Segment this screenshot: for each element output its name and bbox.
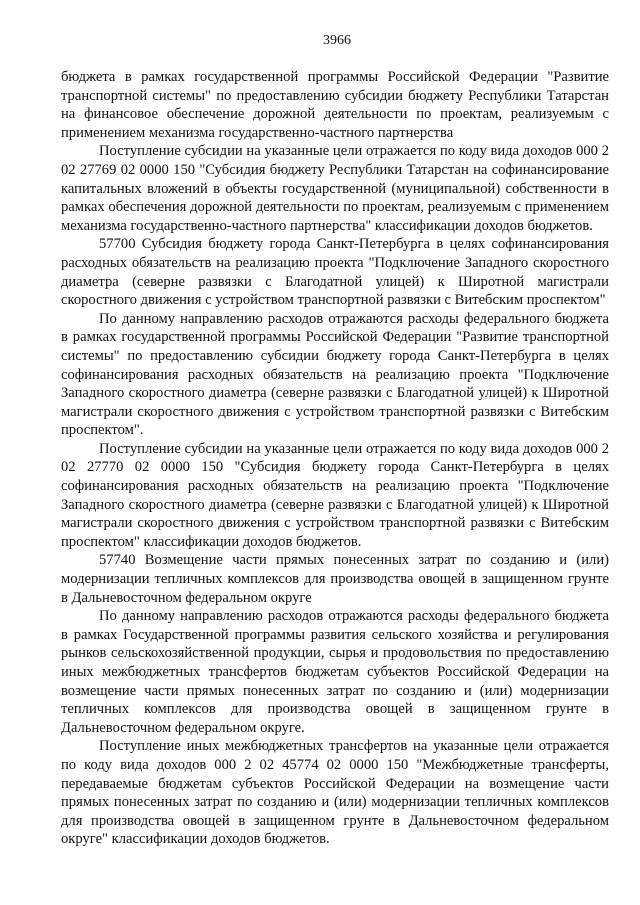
paragraph-budget-continuation: бюджета в рамках государственной программы Российской Федерации "Развитие транспортной системы" по предоставлению субсидии бюджету Республики Татарстан на финансовое обеспечение дорожной деятельности по проектам, реализуемым с применением механизма государственно-частного партнерства [61, 69, 609, 141]
page-number: 3966 [323, 33, 351, 48]
paragraph-income-spb: Поступление субсидии на указанные цели отражается по коду вида доходов 000 2 02 27770 02 0000 150 "Субсидия бюджету города Санкт-Петербурга в целях софинансирования расходных обязательств на реализацию проекта "Подключение Западного скоростного диаметра (северне развязки с Благодатной улицей) к Широтной магистрали скоростного движения с устройством транспортной развязки с Витебским проспектом" классификации доходов бюджетов. [61, 440, 609, 550]
paragraph-income-tatarstan: Поступление субсидии на указанные цели отражается по коду вида доходов 000 2 02 27769 02 0000 150 "Субсидия бюджету Республики Татарстан на софинансирование капитальных вложений в объекты государственной (муниципальной) собственности в рамках обеспечения дорожной деятельности по проектам, реализуемым с применением механизма государственно-частного партнерства" классификации доходов бюджетов. [61, 143, 609, 234]
paragraph-heading-57740: 57740 Возмещение части прямых понесенных затрат по созданию и (или) модернизации тепличных комплексов для производства овощей в защищенном грунте в Дальневосточном федеральном округе [61, 552, 609, 606]
paragraph-expenses-57700: По данному направлению расходов отражаются расходы федерального бюджета в рамках государственной программы Российской Федерации "Развитие транспортной системы" по предоставлению субсидии бюджету города Санкт-Петербурга в целях софинансирования расходных обязательств на реализацию проекта "Подключение Западного скоростного диаметра (северне развязки с Благодатной улицей) к Широтной магистрали скоростного движения с устройством транспортной развязки с Витебским проспектом". [61, 310, 609, 439]
paragraph-income-transfers: Поступление иных межбюджетных трансфертов на указанные цели отражается по коду вида доходов 000 2 02 45774 02 0000 150 "Межбюджетные трансферты, передаваемые бюджетам субъектов Российской Федерации на возмещение части прямых понесенных затрат по созданию и (или) модернизации тепличных комплексов для производства овощей в защищенном грунте в Дальневосточном федеральном округе" классификации доходов бюджетов. [61, 738, 609, 848]
paragraph-expenses-57740: По данному направлению расходов отражаются расходы федерального бюджета в рамках Государственной программы развития сельского хозяйства и регулирования рынков сельскохозяйственной продукции, сырья и продовольствия по предоставлению иных межбюджетных трансфертов бюджетам субъектов Российской Федерации на возмещение части прямых понесенных затрат по созданию и (или) модернизации тепличных комплексов для производства овощей в защищенном грунте в Дальневосточном федеральном округе. [61, 608, 609, 736]
paragraph-heading-57700: 57700 Субсидия бюджету города Санкт-Петербурга в целях софинансирования расходных обязательств на реализацию проекта "Подключение Западного скоростного диаметра (северне развязки с Благодатной улицей) к Широтной магистрали скоростного движения с устройством транспортной развязки с Витебским проспектом" [61, 236, 609, 309]
document-page [61, 32, 609, 849]
